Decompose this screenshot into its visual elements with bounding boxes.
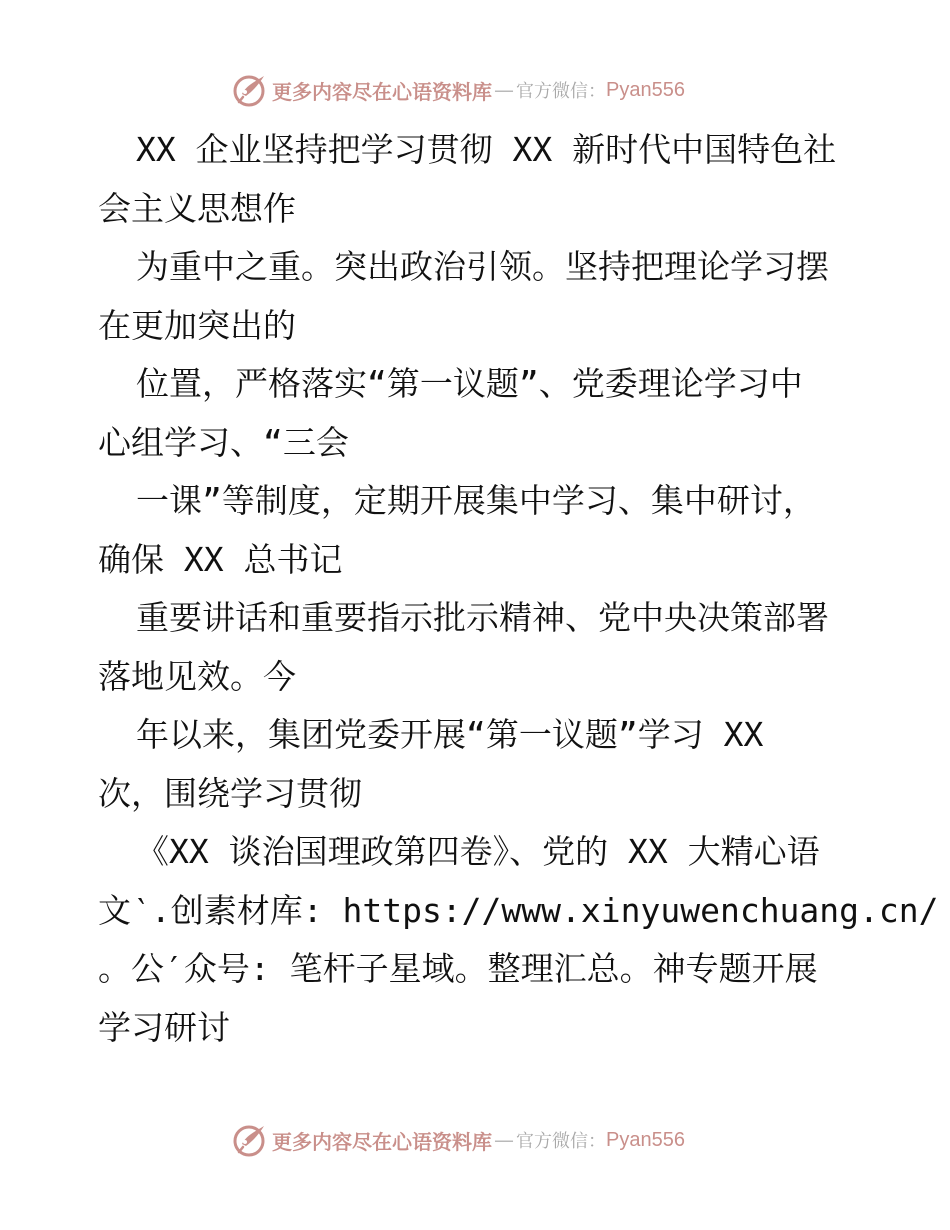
text-line: 确保 XX 总书记 (98, 539, 343, 579)
banner-contact-label: 官方微信： (516, 81, 606, 102)
footer-watermark-banner (232, 1120, 685, 1160)
text-line: 会主义思想作 (98, 188, 296, 228)
text-line: XX 企业坚持把学习贯彻 XX 新时代中国特色社 (136, 130, 837, 169)
text-line: 文‵.创素材库: https://www.xinyuwenchuang.cn/ (98, 890, 939, 930)
banner-handle: Pyan556 (606, 78, 685, 101)
quill-logo-icon (232, 72, 268, 108)
text-line: 落地见效。今 (98, 656, 296, 696)
banner-contact-label: 官方微信： (516, 1131, 606, 1152)
banner-title: 更多内容尽在心语资料库 (272, 79, 492, 104)
document-body (98, 121, 939, 1057)
text-line: 重要讲话和重要指示批示精神、党中央决策部署 (136, 598, 829, 637)
text-line: 心组学习、“三会 (98, 422, 349, 462)
text-line: 《XX 谈治国理政第四卷》、党的 XX 大精心语 (136, 832, 820, 871)
banner-handle: Pyan556 (606, 1128, 685, 1151)
banner-title: 更多内容尽在心语资料库 (272, 1129, 492, 1154)
banner-dash: — (494, 1128, 514, 1152)
banner-dash: — (494, 78, 514, 102)
text-line: 为重中之重。突出政治引领。坚持把理论学习摆 (136, 247, 829, 286)
text-line: 位置，严格落实“第一议题”、党委理论学习中 (136, 364, 803, 403)
text-line: 年以来，集团党委开展“第一议题”学习 XX (136, 715, 764, 754)
text-line: 学习研讨 (98, 1007, 230, 1047)
text-line: 一课”等制度，定期开展集中学习、集中研讨， (136, 481, 816, 520)
header-watermark-banner (232, 70, 685, 110)
text-line: 在更加突出的 (98, 305, 296, 345)
text-line: 次，围绕学习贯彻 (98, 773, 362, 813)
quill-logo-icon (232, 1122, 268, 1158)
text-line: 。公′众号: 笔杆子星域。整理汇总。神专题开展 (98, 949, 818, 988)
